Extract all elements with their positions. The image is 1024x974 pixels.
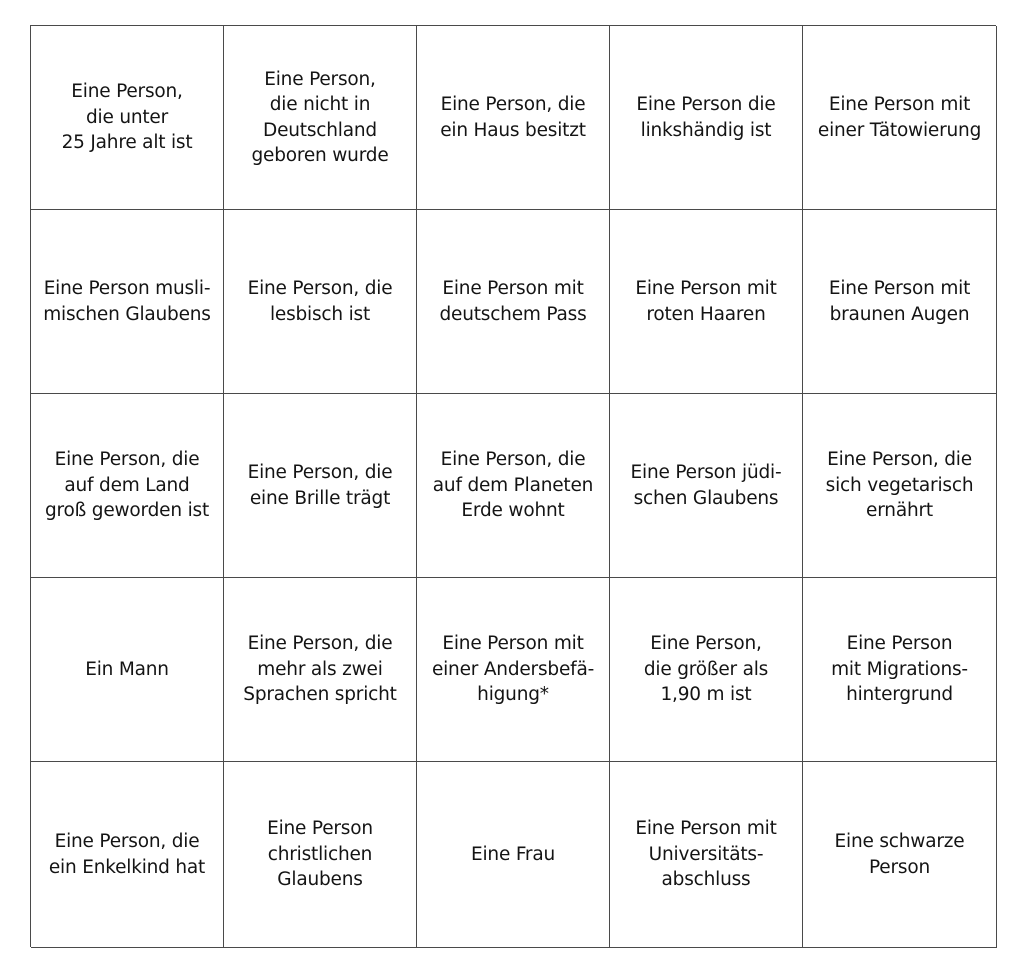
cell-text: Eine Person, die auf dem Planeten Erde wohnt [432,449,594,522]
cell-text: Eine Person, die ein Haus besitzt [440,94,586,141]
bingo-cell [224,26,417,210]
cell-text: Eine Person, die unter 25 Jahre alt ist [61,81,193,154]
bingo-cell [803,26,997,210]
cell-text: Eine Person die linkshändig ist [636,94,776,141]
bingo-cell [803,394,997,578]
cell-text: Eine Person mit einer Tätowierung [817,94,982,141]
cell-text: Ein Mann [85,658,169,680]
bingo-cell [31,394,224,578]
bingo-cell [31,762,224,948]
bingo-cell [803,210,997,394]
bingo-cell [610,210,803,394]
bingo-cell [610,394,803,578]
bingo-cell [224,210,417,394]
cell-text: Eine Person christlichen Glaubens [267,818,373,891]
bingo-cell [803,578,997,762]
cell-text: Eine Person mit Universitäts- abschluss [635,818,777,891]
cell-text: Eine Person, die ein Enkelkind hat [48,831,206,878]
bingo-cell [31,26,224,210]
cell-text: Eine Person, die größer als 1,90 m ist [643,633,769,706]
bingo-cell [610,578,803,762]
bingo-cell [417,578,610,762]
cell-text: Eine Person mit roten Haaren [635,278,777,325]
bingo-cell [224,394,417,578]
cell-text: Eine Person mit Migrations- hintergrund [831,633,968,706]
cell-text: Eine Person jüdi- schen Glaubens [630,462,782,509]
cell-text: Eine Person mit braunen Augen [828,278,971,325]
bingo-cell [224,578,417,762]
cell-text: Eine Person, die eine Brille trägt [247,462,393,509]
cell-text: Eine Person, die lesbisch ist [247,278,393,325]
bingo-cell [417,210,610,394]
bingo-grid [30,25,996,947]
cell-text: Eine Person mit einer Andersbefä- higung* [431,633,595,706]
bingo-cell [31,578,224,762]
bingo-cell [417,762,610,948]
bingo-cell [803,762,997,948]
bingo-cell [31,210,224,394]
bingo-cell [224,762,417,948]
cell-text: Eine Person mit deutschem Pass [439,278,587,325]
cell-text: Eine Person, die nicht in Deutschland geboren wurde [251,68,389,166]
cell-text: Eine Person musli- mischen Glaubens [43,278,211,325]
cell-text: Eine schwarze Person [834,831,965,878]
cell-text: Eine Person, die sich vegetarisch ernährt [825,449,974,522]
bingo-cell [610,762,803,948]
bingo-cell [610,26,803,210]
bingo-cell [417,394,610,578]
cell-text: Eine Person, die auf dem Land groß geworden ist [44,449,209,522]
bingo-cell [417,26,610,210]
cell-text: Eine Person, die mehr als zwei Sprachen spricht [243,633,397,706]
cell-text: Eine Frau [471,843,555,865]
